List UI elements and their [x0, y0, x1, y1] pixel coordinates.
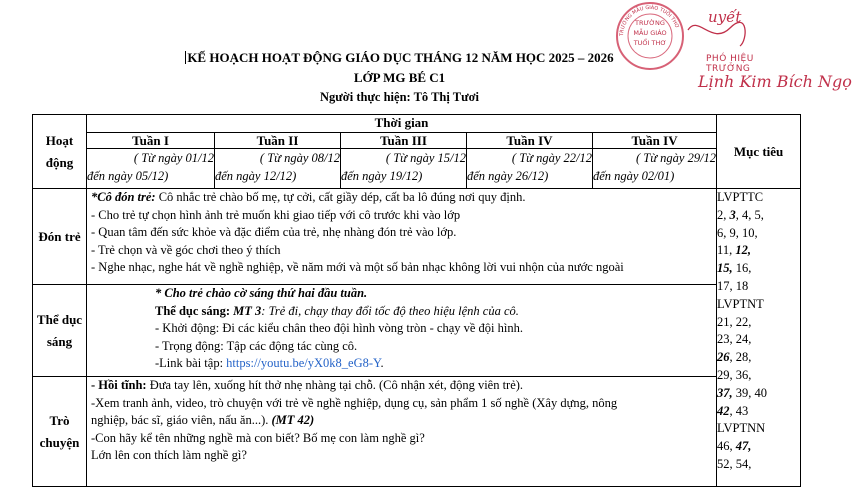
- tro-chuyen-line-3: nghiệp, bác sĩ, giáo viên, nấu ăn...). (MT 42): [91, 413, 315, 427]
- week-4-name: Tuần IV: [467, 133, 593, 149]
- don-tre-line-2: - Cho trẻ tự chọn hình ảnh trẻ muốn khi giao tiếp với cô trước khi vào lớp: [91, 207, 461, 222]
- goal-line: 42, 43: [717, 403, 749, 418]
- week-5-name: Tuần IV: [593, 133, 717, 149]
- plan-title: KẾ HOẠCH HOẠT ĐỘNG GIÁO DỤC THÁNG 12 NĂM HỌC 2025 – 2026: [187, 50, 614, 65]
- don-tre-content: [87, 189, 717, 285]
- goal-line: 6, 9, 10,: [717, 225, 758, 240]
- row-label-the-duc: Thể dục sáng: [33, 285, 87, 377]
- tro-chuyen-line-5: Lớn lên con thích làm nghề gì?: [91, 448, 247, 462]
- goal-line: LVPTNN: [717, 421, 766, 436]
- the-duc-line-5: -Link bài tập: https://youtu.be/yX0k8_eG8-Y.: [155, 356, 384, 370]
- signature-scribble: uyết: [708, 8, 742, 26]
- goal-line: 17, 18: [717, 278, 749, 293]
- goal-line: 46, 47,: [717, 439, 752, 454]
- goal-line: LVPTNT: [717, 296, 764, 311]
- tro-chuyen-content: [87, 377, 717, 487]
- activity-header: Hoạt động: [33, 115, 87, 189]
- row-label-don-tre: Đón trẻ: [33, 189, 87, 285]
- week-1-dates: ( Từ ngày 01/12 đến ngày 05/12): [87, 149, 215, 189]
- tro-chuyen-line-2: -Xem tranh ảnh, video, trò chuyện với trẻ về nghề nghiệp, dụng cụ, sản phẩm 1 số nghề (Xây dựng, nông: [91, 395, 618, 410]
- goal-line: 21, 22,: [717, 314, 752, 329]
- goal-line: 26, 28,: [717, 350, 752, 365]
- goal-line: 52, 54,: [717, 456, 752, 471]
- signer-role: PHÓ HIỆU TRƯỞNG: [706, 54, 754, 74]
- row-label-tro-chuyen: Trò chuyện: [33, 377, 87, 487]
- the-duc-content: [87, 285, 717, 377]
- week-1-name: Tuần I: [87, 133, 215, 149]
- goal-line: 23, 24,: [717, 332, 752, 347]
- goal-line: LVPTTC: [717, 190, 764, 204]
- week-2-dates: ( Từ ngày 08/12 đến ngày 12/12): [215, 149, 341, 189]
- stamp-line-3: TUỔI THƠ: [633, 39, 667, 47]
- the-duc-line-4: - Trọng động: Tập các động tác cùng cô.: [155, 338, 358, 353]
- goal-line: 11, 12,: [717, 243, 751, 258]
- tro-chuyen-line-4: -Con hãy kể tên những nghề mà con biết? Bố mẹ con làm nghề gì?: [91, 430, 425, 445]
- goals-list: [717, 189, 801, 487]
- stamp-line-2: MẪU GIÁO: [633, 29, 667, 37]
- class-name: LỚP MG BÉ C1: [353, 70, 446, 85]
- week-5-dates: ( Từ ngày 29/12 đến ngày 02/01): [593, 149, 717, 189]
- the-duc-line-1: * Cho trẻ chào cờ sáng thứ hai đầu tuần.: [155, 286, 368, 300]
- stamp-line-1: TRƯỜNG: [635, 19, 665, 27]
- signer-name: Lịnh Kim Bích Ngọ: [698, 72, 852, 91]
- exercise-link[interactable]: https://youtu.be/yX0k8_eG8-Y: [226, 356, 381, 370]
- don-tre-line-3: - Quan tâm đến sức khỏe và đặc điểm của trẻ, nhẹ nhàng đón trẻ vào lớp.: [91, 225, 457, 239]
- time-header: Thời gian: [87, 115, 717, 133]
- goals-header: Mục tiêu: [717, 115, 801, 189]
- week-4-dates: ( Từ ngày 22/12 đến ngày 26/12): [467, 149, 593, 189]
- goal-line: 37, 39, 40: [717, 385, 768, 400]
- don-tre-line-4: - Trẻ chọn và về góc chơi theo ý thích: [91, 242, 281, 257]
- performer: Người thực hiện: Tô Thị Tươi: [320, 90, 479, 104]
- tro-chuyen-line-1: - Hồi tĩnh: Đưa tay lên, xuống hít thở nhẹ nhàng tại chỗ. (Cô nhận xét, động viên trẻ).: [91, 378, 524, 392]
- the-duc-line-2: Thể dục sáng: MT 3: Trẻ đi, chạy thay đổi tốc độ theo hiệu lệnh của cô.: [155, 303, 519, 318]
- goal-line: 29, 36,: [717, 367, 752, 382]
- goal-line: 15, 16,: [717, 261, 752, 276]
- goal-line: 2, 3, 4, 5,: [717, 207, 764, 222]
- week-3-name: Tuần III: [341, 133, 467, 149]
- week-2-name: Tuần II: [215, 133, 341, 149]
- don-tre-line-1: *Cô đón trẻ: Cô nhắc trẻ chào bố mẹ, tự cởi, cất giầy dép, cất ba lô đúng nơi quy định.: [91, 190, 526, 204]
- plan-table: [32, 114, 801, 487]
- the-duc-line-3: - Khởi động: Đi các kiểu chân theo đội hình vòng tròn - chạy về đội hình.: [155, 321, 523, 335]
- week-3-dates: ( Từ ngày 15/12 đến ngày 19/12): [341, 149, 467, 189]
- stamp-ring-text: TRƯỜNG MẪU GIÁO TUỔI THƠ: [618, 4, 680, 37]
- don-tre-line-5: - Nghe nhạc, nghe hát về nghề nghiệp, về năm mới và một số bản nhạc không lời vui nhộn của nước ngoài: [91, 260, 624, 274]
